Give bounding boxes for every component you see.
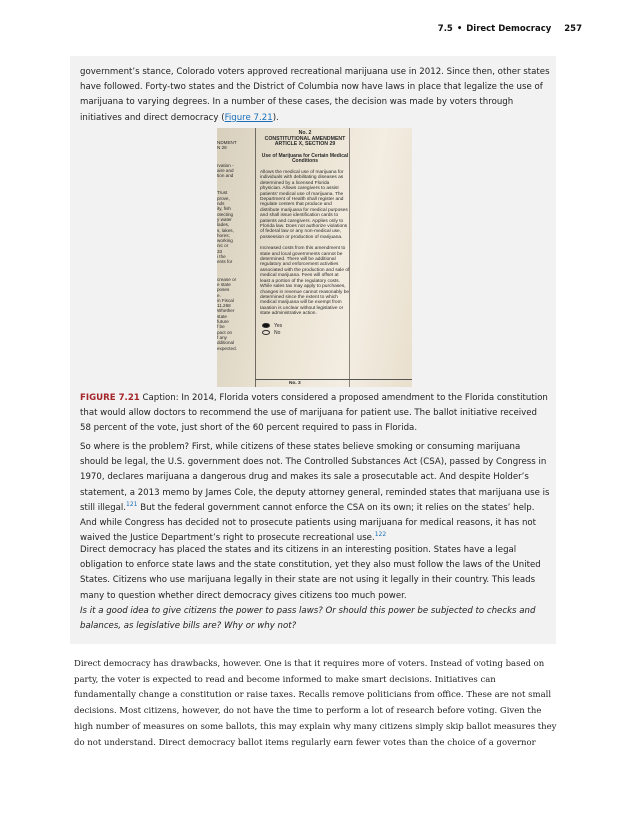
ballot-left-line: tion and bbox=[217, 173, 234, 179]
footnote-ref-121[interactable]: 121 bbox=[126, 500, 138, 508]
ballot-left-line: 11.268 bbox=[217, 303, 231, 309]
ballot-left-line: in Fiscal bbox=[217, 297, 234, 303]
ballot-left-line: e. bbox=[217, 292, 221, 298]
ballot-left-column bbox=[217, 140, 254, 351]
ballot-left-line: y water bbox=[217, 216, 232, 222]
ballot-left-line: e state bbox=[217, 281, 231, 287]
ballot-left-line: state bbox=[217, 313, 227, 319]
figure-link[interactable]: Figure 7.21 bbox=[224, 112, 273, 123]
ballot-left-line bbox=[217, 178, 254, 190]
ballot-left-line: nds bbox=[217, 201, 225, 207]
ballot-cost: Increased costs from this amendment to state and local governments cannot be determined. There will be additional regulatory and enforcement activities associated with the production and sale of medical marijuana. Fees will offset at least a portion of the regulatory costs. While sales tax may apply to purchases, changes in revenue cannot reasonably be determined since the extent to which medical marijuana will be exempt from taxation is unclear without legislative or state administrative action. bbox=[260, 246, 350, 317]
ballot-option-yes: Yes bbox=[262, 323, 350, 330]
ballot-summary: Allows the medical use of marijuana for individuals with debilitating diseases as determined by a licensed Florida physician. Allows caregivers to assist patients' medical use of marijuana. The Department of Health shall register and regulate centers that produce and distribute marijuana for medical purposes and shall issue identification cards to patients and caregivers. Applies only to Florida law. Does not authorize violations of federal law or any non-medical use, possession or production of marijuana. bbox=[260, 169, 348, 240]
ballot-number: No. 2 bbox=[298, 130, 312, 136]
figure-caption: FIGURE 7.21 Caption: In 2014, Florida voters considered a proposed amendment to the Florida constitution that would allow doctors to recommend the use of marijuana for patient use. The ballot initiative received 58 percent of the vote, just short of the 60 percent required to pass in Florida. bbox=[80, 393, 548, 434]
ballot-left-line: expected. bbox=[217, 345, 237, 351]
paragraph-drawbacks: Direct democracy has drawbacks, however. One is that it requires more of voters. Instead of voting based on party, the voter is expected to read and become informed to make smart decisions. Initiatives can fundamentally change a constitution or raise taxes. Recalls remove politicians from office. These are not small decisions. Most citizens, however, do not have the time to perform a lot of research before voting. Given the high number of measures on some ballots, this may explain why many citizens simply skip ballot measures they do not understand. Direct democracy ballot items regularly earn fewer votes than the choice of a governor bbox=[74, 659, 557, 748]
ballot-left-line: working bbox=[217, 238, 233, 244]
ballot-article: ARTICLE X, SECTION 29 bbox=[274, 141, 336, 148]
ballot-left-line: 33 bbox=[217, 248, 223, 254]
ballot-left-line: nic or bbox=[217, 243, 229, 249]
ballot-left-line: i the bbox=[217, 254, 226, 260]
discussion-question: Is it a good idea to give citizens the power to pass laws? Or should this power be subjected to checks and balances, as legislative bills are? Why or why not? bbox=[80, 606, 536, 632]
ballot-left-line: dditional bbox=[217, 340, 235, 346]
ballot-left-line: N 28 bbox=[217, 145, 227, 151]
section-title: Direct Democracy bbox=[466, 24, 552, 34]
paragraph-csa: So where is the problem? First, while citizens of these states believe smoking or consuming marijuana should be legal, the U.S. government does not. The Controlled Substances Act (CSA), passed by Congress in 1970, declares marijuana a dangerous drug and makes its sale a prosecutable act. And despite Holder’s statement, a 2013 memo by James Cole, the deputy attorney general, reminded states that marijuana use is still illegal.$^{121}$ But the federal government cannot enforce the CSA on its own; it relies on the states’ help. And while Congress has decided not to prosecute patients using marijuana for medical reasons, it has not waived the Justice Department’s right to prosecute recreational use.$^{122}$ bbox=[80, 442, 550, 544]
ballot-heading: CONSTITUTIONAL AMENDMENT bbox=[264, 135, 346, 142]
ballot-left-line: pact on bbox=[217, 329, 233, 335]
ballot-left-line: NDMENT bbox=[217, 140, 237, 145]
ballot-left-line: aire and bbox=[217, 167, 234, 173]
ballot-left-line: rvation - bbox=[217, 162, 234, 168]
ballot-left-line: hores; bbox=[217, 232, 230, 238]
ballot-left-line: ents for bbox=[217, 259, 233, 265]
ballot-measure bbox=[260, 131, 350, 337]
intro-paragraph: government’s stance, Colorado voters approved recreational marijuana use in 2012. Since then, other states have followed. Forty-two states and the District of Columbia now have laws in place that legalize the use of marijuana to varying degrees. In a number of these cases, the decision was made by voters through initiatives and direct democracy (Figure 7.21). bbox=[80, 67, 550, 123]
footnote-ref-122[interactable]: 122 bbox=[374, 531, 387, 539]
ballot-left-line: prove, bbox=[217, 195, 230, 201]
empty-bubble-icon bbox=[262, 330, 270, 336]
ballot-left-line: Whether bbox=[217, 308, 235, 314]
ballot-left-line: future bbox=[217, 319, 229, 325]
ballot-left-line: f any bbox=[217, 334, 227, 340]
ballot-next-number: No. 3 bbox=[255, 379, 412, 387]
ballot-left-line bbox=[217, 151, 254, 163]
running-header bbox=[438, 24, 582, 34]
filled-bubble-icon bbox=[262, 323, 270, 329]
ballot-left-line: poses bbox=[217, 287, 230, 293]
ballot-left-line: lades, bbox=[217, 222, 230, 228]
page-number: 257 bbox=[564, 24, 582, 34]
ballot-left-line bbox=[217, 265, 254, 277]
ballot-option-no: No bbox=[262, 330, 350, 337]
ballot-left-line: Trust bbox=[217, 190, 228, 196]
ballot-left-line: crease or bbox=[217, 276, 237, 282]
ballot-subtitle: Use of Marijuana for Certain Medical Conditions bbox=[261, 152, 349, 165]
ballot-left-line: s, lakes, bbox=[217, 227, 234, 233]
section-number: 7.5 bbox=[437, 24, 453, 34]
figure-label: FIGURE 7.21 bbox=[80, 393, 140, 403]
paragraph-position: Direct democracy has placed the states and its citizens in an interesting position. States have a legal obligation to enforce state laws and the state constitution, yet they also must follow the laws of the United States. Citizens who use marijuana legally in their state are not using it legally in their country. This leads many to question whether direct democracy gives citizens too much power. bbox=[80, 545, 541, 601]
ballot-left-line: f be bbox=[217, 324, 225, 330]
ballot-left-line: otecting bbox=[217, 211, 234, 217]
ballot-photo bbox=[217, 128, 412, 387]
ballot-left-line: ity, fish bbox=[217, 206, 231, 212]
ballot-column-divider bbox=[255, 128, 256, 387]
header-separator: • bbox=[456, 24, 463, 34]
